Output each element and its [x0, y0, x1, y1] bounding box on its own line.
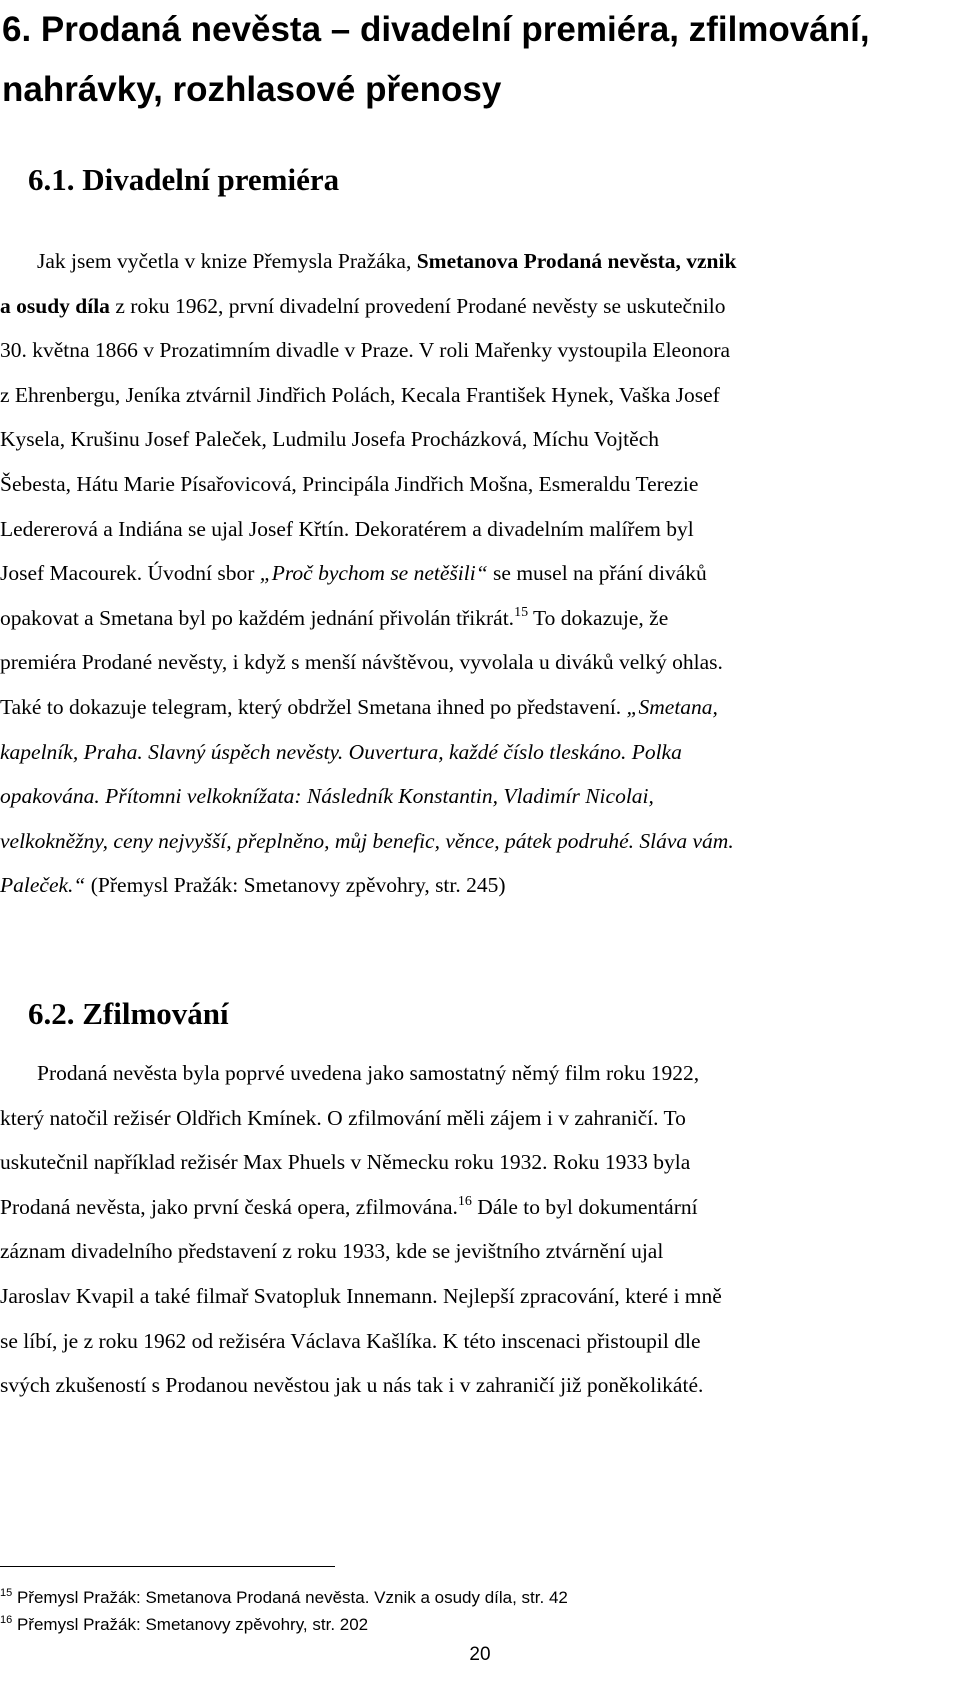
text-line: Jaroslav Kvapil a také filmař Svatopluk Innemann. Nejlepší zpracování, které i mně	[0, 1283, 722, 1308]
chapter-heading	[2, 0, 952, 120]
text-line: Kysela, Krušinu Josef Paleček, Ludmilu Josefa Procházková, Míchu Vojtěch	[0, 427, 659, 452]
text-line: Josef Macourek. Úvodní sbor „Proč bychom se netěšili“ se musel na přání diváků	[0, 561, 707, 586]
text-line: Prodaná nevěsta byla poprvé uvedena jako samostatný němý film roku 1922,	[37, 1061, 700, 1085]
filming-paragraph	[0, 1051, 958, 1408]
text-line: a osudy díla z roku 1962, první divadelní provedení Prodané nevěsty se uskutečnilo	[0, 293, 726, 318]
text-line: Také to dokazuje telegram, který obdržel Smetana ihned po představení. „Smetana,	[0, 694, 718, 719]
premiere-paragraph	[0, 239, 958, 908]
footnote-16: $^{16}$ Přemysl Pražák: Smetanovy zpěvohry, str. 202	[0, 1614, 369, 1634]
section-heading-filming: 6.2. Zfilmování	[28, 996, 229, 1031]
text-line: z Ehrenbergu, Jeníka ztvárnil Jindřich Polách, Kecala František Hynek, Vaška Josef	[0, 382, 720, 407]
section-heading-premiere: 6.1. Divadelní premiéra	[28, 162, 340, 197]
text-line: Šebesta, Hátu Marie Písařovicová, Principála Jindřich Mošna, Esmeraldu Terezie	[0, 471, 699, 496]
text-line: uskutečnil například režisér Max Phuels v Německu roku 1932. Roku 1933 byla	[0, 1150, 691, 1175]
text-line: velkokněžny, ceny nejvyšší, přeplněno, můj benefic, věnce, pátek podruhé. Sláva vám.	[0, 828, 734, 853]
text-line: premiéra Prodané nevěsty, i když s menší návštěvou, vyvolala u diváků velký ohlas.	[0, 650, 723, 675]
footnote-15: $^{15}$ Přemysl Pražák: Smetanova Prodaná nevěsta. Vznik a osudy díla, str. 42	[0, 1587, 568, 1607]
text-line: 30. května 1866 v Prozatimním divadle v Praze. V roli Mařenky vystoupila Eleonora	[0, 338, 731, 363]
footnote-ref-16[interactable]: 16	[457, 1193, 472, 1209]
text-line: Paleček.“ (Přemysl Pražák: Smetanovy zpěvohry, str. 245)	[0, 873, 506, 898]
footnote-separator	[0, 1566, 335, 1567]
page-number: 20	[469, 1644, 491, 1665]
text-line: se líbí, je z roku 1962 od režiséra Václava Kašlíka. K této inscenaci přistoupil dle	[0, 1328, 701, 1353]
text-line: Jak jsem vyčetla v knize Přemysla Pražáka, Smetanova Prodaná nevěsta, vznik	[37, 249, 737, 273]
text-line: opakována. Přítomni velkoknížata: Následník Konstantin, Vladimír Nicolai,	[0, 784, 654, 809]
text-line: kapelník, Praha. Slavný úspěch nevěsty. Ouvertura, každé číslo tleskáno. Polka	[0, 739, 682, 764]
text-line: svých zkušeností s Prodanou nevěstou jak u nás tak i v zahraničí již poněkolikáté.	[0, 1373, 704, 1398]
text-line: záznam divadelního představení z roku 1933, kde se jevištního ztvárnění ujal	[0, 1239, 664, 1264]
footnote-ref-15[interactable]: 15	[514, 604, 529, 620]
footnotes	[0, 1584, 950, 1638]
chapter-heading-line-1: 6. Prodaná nevěsta – divadelní premiéra, zfilmování,	[2, 10, 870, 49]
text-line: opakovat a Smetana byl po každém jednání přivolán třikrát.$^{15}$ To dokazuje, že	[0, 604, 669, 630]
text-line: který natočil režisér Oldřich Kmínek. O zfilmování měli zájem i v zahraničí. To	[0, 1105, 686, 1130]
chapter-heading-line-2: nahrávky, rozhlasové přenosy	[2, 70, 502, 109]
text-line: Ledererová a Indiána se ujal Josef Křtín. Dekoratérem a divadelním malířem byl	[0, 516, 694, 541]
text-line: Prodaná nevěsta, jako první česká opera, zfilmována.$^{16}$ Dále to byl dokumentární	[0, 1193, 698, 1219]
